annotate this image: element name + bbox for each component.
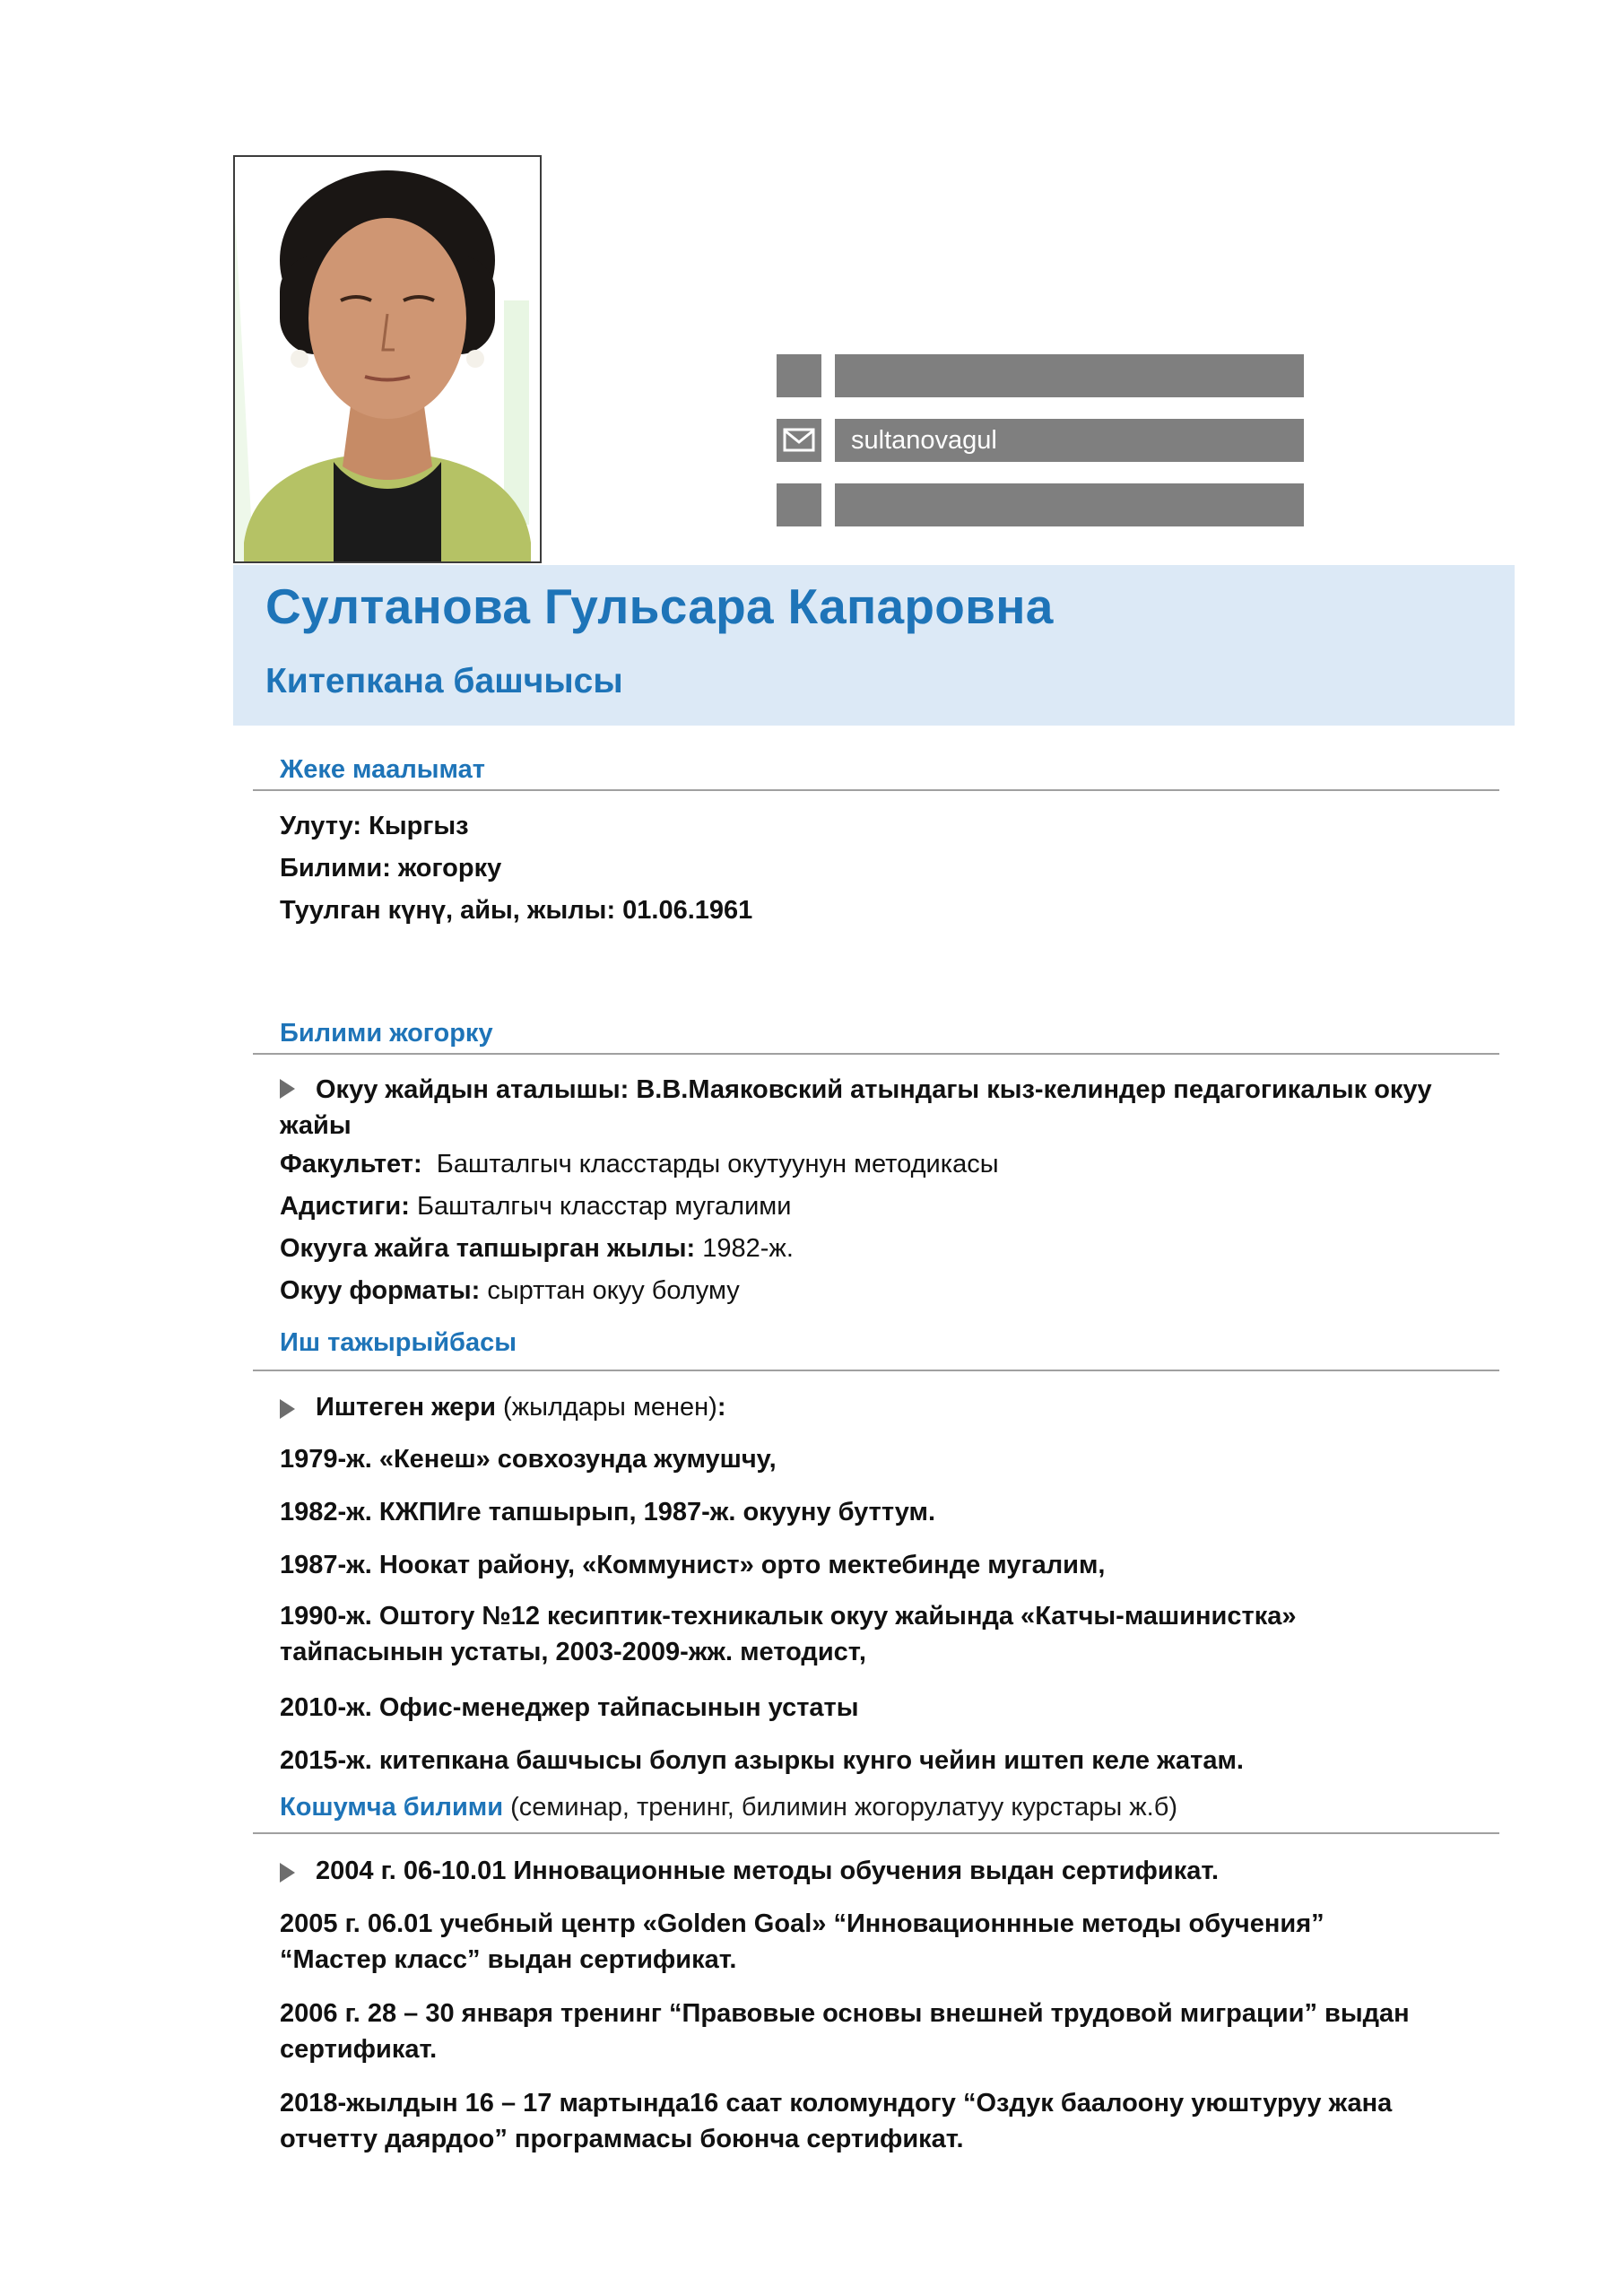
phone-icon — [777, 354, 821, 397]
course-item: 2018-жылдын 16 – 17 мартында16 саат коломундогу “Оздук баалоону уюштуруу жана отчетту даярдоо” программасы боюнча сертификат. — [280, 2089, 1393, 2153]
course-item: 2006 г. 28 – 30 января тренинг “Правовые основы внешней трудовой миграции” выдан сертификат. — [280, 1999, 1410, 2064]
specialty-row: Адистиги: Башталгыч класстар мугалими — [280, 1192, 792, 1221]
section-title-education: Билими жогорку — [280, 1019, 493, 1048]
education-level-row: Билими: жогорку — [280, 854, 502, 883]
course-item: 2004 г. 06-10.01 Инновационные методы обучения выдан сертификат. — [280, 1856, 1219, 1886]
address-field — [835, 483, 1304, 526]
person-name: Султанова Гульсара Капаровна — [265, 578, 1054, 634]
section-divider — [253, 1832, 1499, 1834]
birth-date-row: Туулган күнү, айы, жылы: 01.06.1961 — [280, 896, 753, 925]
work-item: 1987-ж. Ноокат району, «Коммунист» орто мектебинде мугалим, — [280, 1551, 1106, 1579]
institution-row: Окуу жайдын аталышы: В.В.Маяковский атындагы кыз-келиндер педагогикалык окуу жайы — [280, 1075, 1432, 1140]
bullet-arrow-icon — [280, 1399, 295, 1419]
bullet-arrow-icon — [280, 1863, 295, 1883]
address-icon — [777, 483, 821, 526]
section-divider — [253, 1053, 1499, 1055]
section-title-work: Иш тажырыйбасы — [280, 1328, 517, 1357]
email-field: sultanovagul — [835, 419, 1304, 462]
nationality-row: Улуту: Кыргыз — [280, 812, 469, 840]
section-divider — [253, 1370, 1499, 1371]
portrait-image — [235, 157, 540, 561]
course-item: 2005 г. 06.01 учебный центр «Golden Goal» “Инновационнныe методы обучения” “Мастер класс” выдан сертификат. — [280, 1909, 1324, 1974]
work-item: 2010-ж. Офис-менеджер тайпасынын устаты — [280, 1693, 859, 1722]
admission-year-row: Окууга жайга тапшырган жылы: 1982-ж. — [280, 1234, 794, 1263]
work-item: 2015-ж. китепкана башчысы болуп азыркы кунго чейин иштеп келе жатам. — [280, 1746, 1244, 1775]
section-title-personal: Жеке маалымат — [280, 755, 485, 784]
faculty-row: Факультет: Башталгыч класстарды окутуунун методикасы — [280, 1150, 999, 1178]
study-format-row: Окуу форматы: сырттан окуу болуму — [280, 1276, 740, 1305]
job-title: Китепкана башчысы — [265, 662, 623, 700]
section-divider — [253, 789, 1499, 791]
work-item: 1982-ж. КЖПИге тапшырып, 1987-ж. окууну буттум. — [280, 1498, 936, 1526]
profile-photo — [233, 155, 542, 563]
section-title-extra: Кошумча билими (семинар, тренинг, билимин жогорулатуу курстары ж.б) — [280, 1793, 1178, 1822]
work-intro: Иштеген жери (жылдары менен): — [280, 1392, 726, 1422]
work-item: 1979-ж. «Кенеш» совхозунда жумушчу, — [280, 1445, 777, 1474]
work-item: 1990-ж. Оштогу №12 кесиптик-техникалык окуу жайында «Катчы-машинистка» тайпасынын устаты, 2003-2009-жж. методист, — [280, 1602, 1297, 1666]
email-icon — [777, 419, 821, 462]
phone-field — [835, 354, 1304, 397]
bullet-arrow-icon — [280, 1079, 295, 1099]
